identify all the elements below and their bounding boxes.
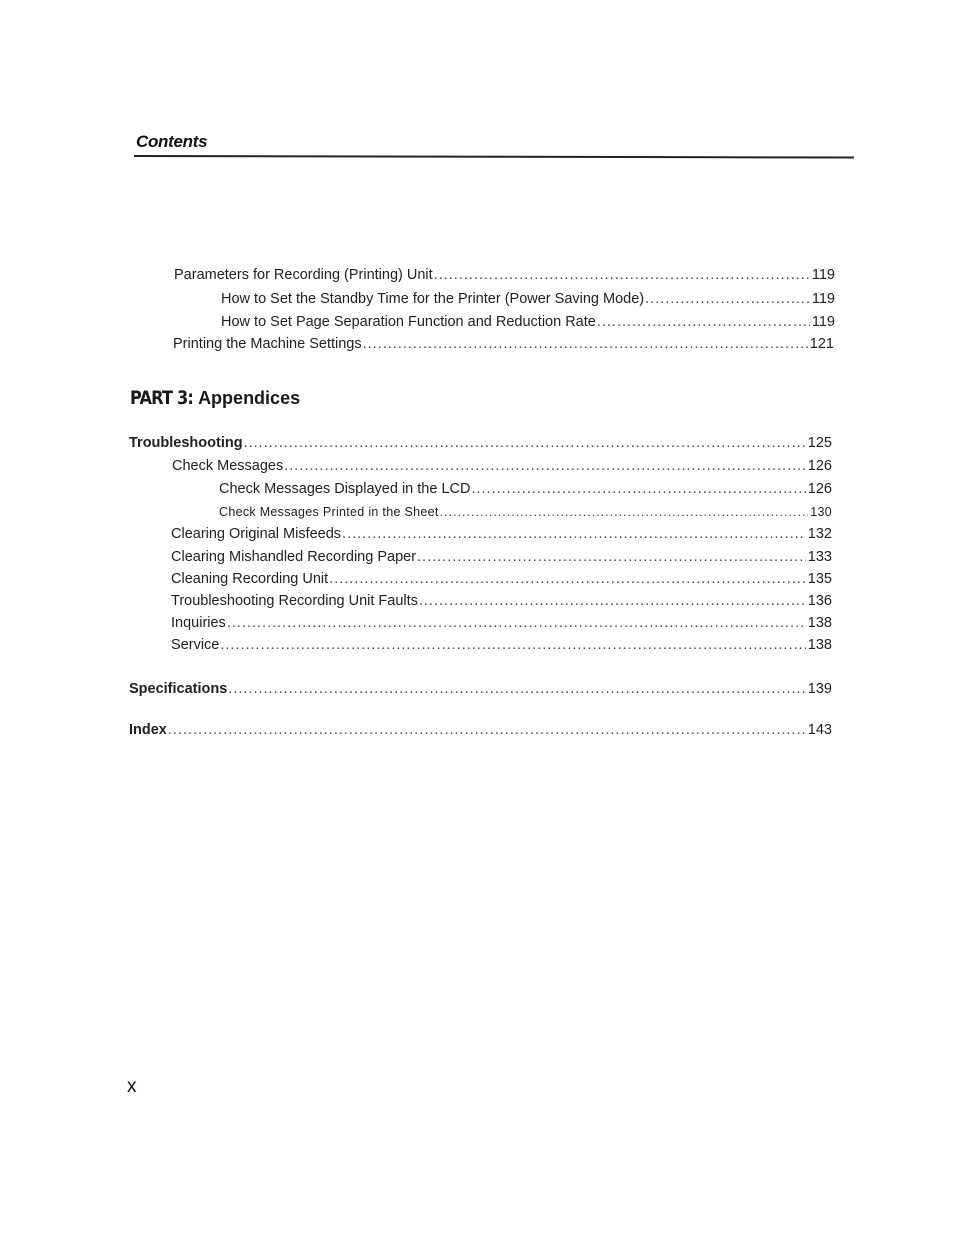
leader-dots bbox=[244, 434, 806, 452]
leader-dots bbox=[168, 721, 806, 739]
toc-entry-label: Index bbox=[129, 722, 167, 738]
toc-entry-label: Parameters for Recording (Printing) Unit bbox=[174, 267, 433, 283]
toc-entry-label: Specifications bbox=[129, 681, 228, 697]
toc-section-entry[interactable] bbox=[129, 721, 832, 739]
toc-entry-label: Check Messages bbox=[172, 458, 284, 474]
leader-dots bbox=[597, 313, 810, 331]
part-label: PART 3: bbox=[130, 387, 193, 409]
toc-entry[interactable] bbox=[171, 636, 832, 654]
toc-entry-page: 132 bbox=[807, 526, 832, 542]
leader-dots bbox=[363, 335, 808, 353]
leader-dots bbox=[419, 592, 806, 610]
leader-dots bbox=[227, 614, 806, 632]
toc-entry-label: Check Messages Displayed in the LCD bbox=[219, 481, 471, 497]
toc-entry-page: 136 bbox=[807, 593, 832, 609]
toc-entry-page: 119 bbox=[811, 267, 835, 283]
toc-entry-page: 139 bbox=[807, 681, 832, 697]
toc-entry[interactable] bbox=[171, 570, 832, 588]
toc-entry-page: 126 bbox=[807, 458, 832, 474]
toc-entry-label: How to Set Page Separation Function and Reduction Rate bbox=[221, 314, 596, 330]
toc-entry-label: Clearing Mishandled Recording Paper bbox=[171, 549, 417, 565]
toc-entry-label: Cleaning Recording Unit bbox=[171, 571, 329, 587]
leader-dots bbox=[645, 290, 810, 308]
toc-entry-label: Clearing Original Misfeeds bbox=[171, 526, 342, 542]
toc-entry-page: 133 bbox=[807, 549, 832, 565]
leader-dots bbox=[342, 525, 806, 543]
page-number: x bbox=[127, 1076, 137, 1097]
toc-entry-page: 125 bbox=[807, 435, 832, 451]
toc-entry-page: 121 bbox=[809, 336, 834, 352]
toc-entry[interactable] bbox=[219, 503, 832, 521]
header-rule bbox=[134, 155, 854, 159]
toc-entry-page: 119 bbox=[811, 291, 835, 307]
toc-entry[interactable] bbox=[172, 457, 832, 475]
toc-entry[interactable] bbox=[171, 525, 832, 543]
toc-entry[interactable] bbox=[171, 592, 832, 610]
leader-dots bbox=[329, 570, 806, 588]
part-heading bbox=[130, 387, 300, 409]
toc-entry-label: Troubleshooting bbox=[129, 435, 243, 451]
header-title: Contents bbox=[136, 132, 208, 151]
toc-entry-label: Check Messages Printed in the Sheet bbox=[219, 505, 439, 519]
toc-entry-label: Service bbox=[171, 637, 220, 653]
leader-dots bbox=[220, 636, 805, 654]
leader-dots bbox=[228, 680, 805, 698]
toc-section-entry[interactable] bbox=[129, 680, 832, 698]
toc-entry[interactable] bbox=[221, 313, 835, 331]
toc-entry-page: 126 bbox=[807, 481, 832, 497]
leader-dots bbox=[434, 266, 810, 284]
toc-entry[interactable] bbox=[173, 335, 834, 353]
toc-entry[interactable] bbox=[219, 480, 832, 498]
toc-entry-page: 138 bbox=[807, 637, 832, 653]
toc-entry-page: 135 bbox=[807, 571, 832, 587]
toc-entry-page: 119 bbox=[811, 314, 835, 330]
toc-entry-page: 138 bbox=[807, 615, 832, 631]
toc-entry-label: How to Set the Standby Time for the Printer (Power Saving Mode) bbox=[221, 291, 645, 307]
toc-section-entry[interactable] bbox=[129, 434, 832, 452]
leader-dots bbox=[417, 548, 806, 566]
toc-entry-label: Printing the Machine Settings bbox=[173, 336, 362, 352]
leader-dots bbox=[284, 457, 806, 475]
leader-dots bbox=[440, 503, 809, 521]
toc-entry-page: 143 bbox=[807, 722, 832, 738]
toc-entry-label: Inquiries bbox=[171, 615, 226, 631]
toc-entry[interactable] bbox=[171, 614, 832, 632]
part-title: Appendices bbox=[198, 388, 301, 408]
toc-entry[interactable] bbox=[171, 548, 832, 566]
toc-entry-label: Troubleshooting Recording Unit Faults bbox=[171, 593, 418, 609]
toc-entry[interactable] bbox=[221, 290, 835, 308]
toc-entry-page: 130 bbox=[810, 505, 832, 519]
leader-dots bbox=[471, 480, 805, 498]
toc-entry[interactable] bbox=[174, 266, 835, 284]
